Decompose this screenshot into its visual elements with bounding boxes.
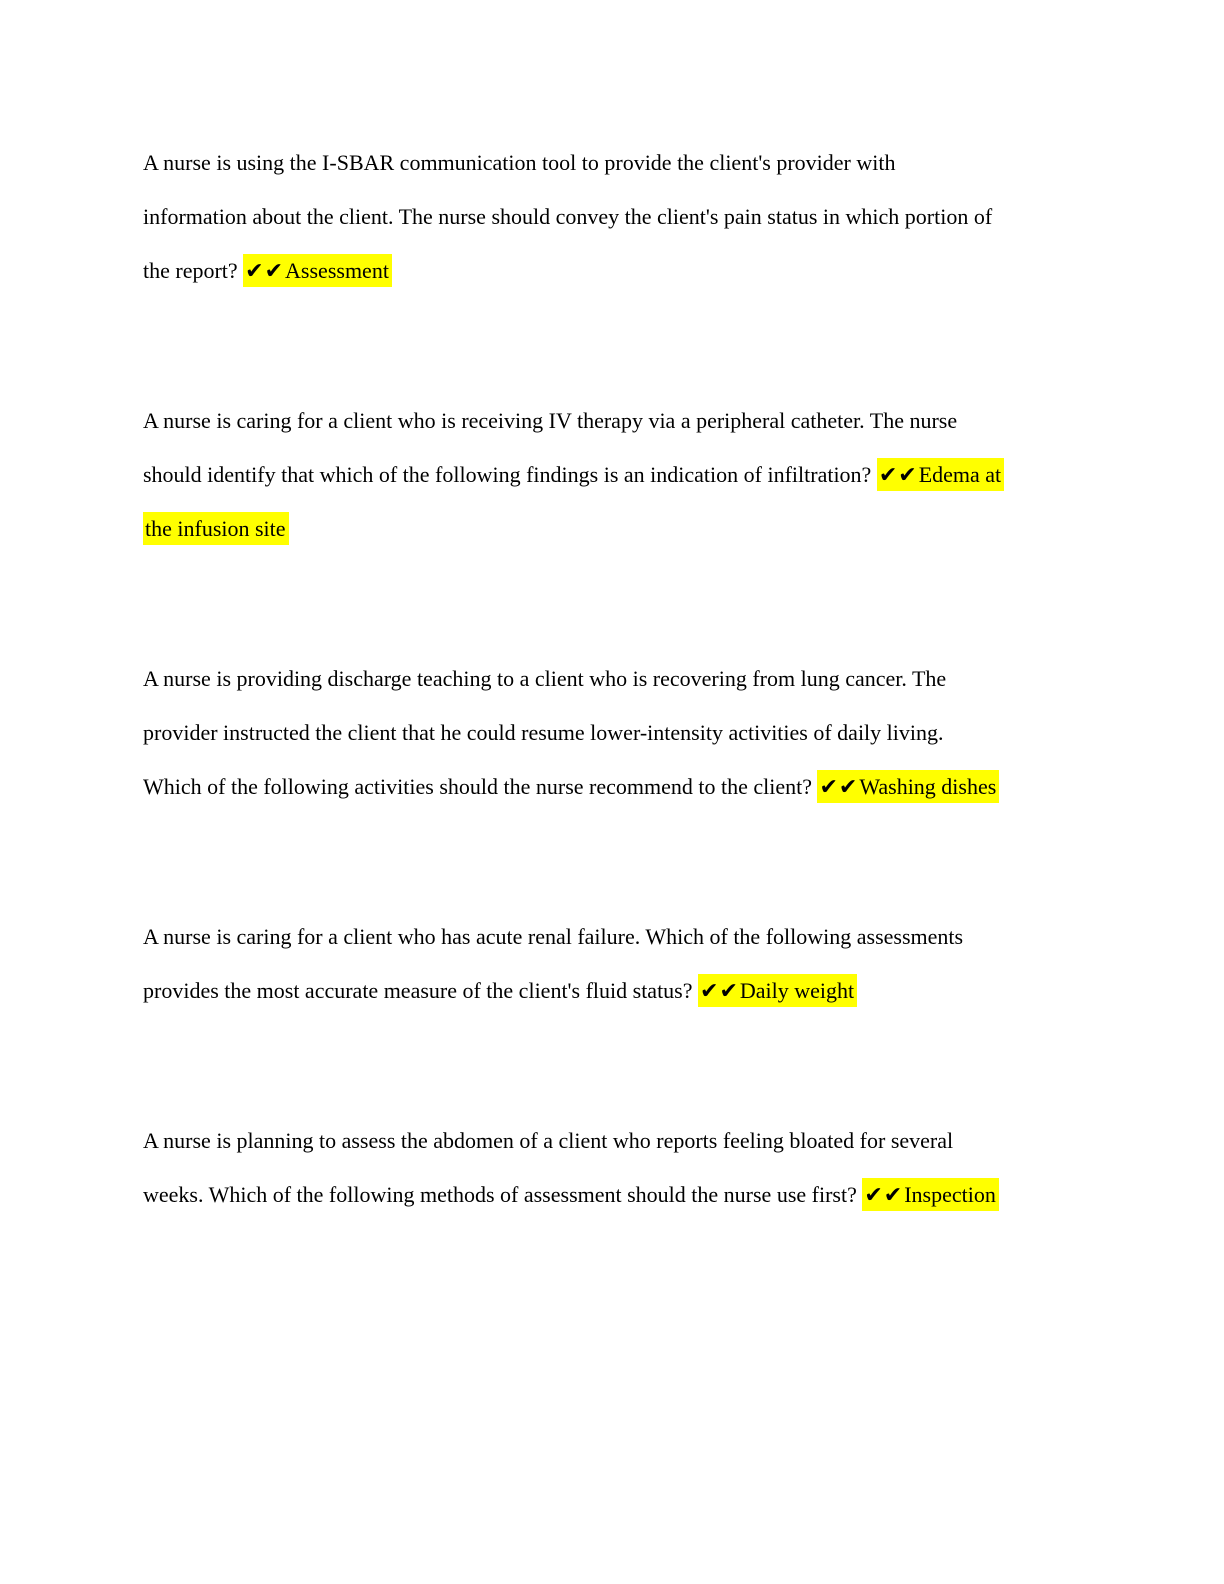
question-block-5: [143, 1114, 1083, 1222]
checkmark-icon: ✔✔: [700, 979, 739, 1004]
question-line: [143, 1168, 1083, 1222]
answer-text: Assessment: [285, 258, 389, 283]
highlighted-answer: [143, 512, 289, 545]
question-line: [143, 394, 1083, 448]
checkmark-icon: ✔✔: [864, 1183, 904, 1208]
answer-text: Edema at: [918, 462, 1002, 487]
question-text: weeks. Which of the following methods of assessment should the nurse use first?: [143, 1182, 863, 1207]
question-line: [143, 448, 1083, 502]
question-text: should identify that which of the following findings is an indication of infiltration?: [143, 462, 877, 487]
answer-text: Inspection: [904, 1182, 996, 1207]
question-block-1: [143, 136, 1083, 298]
question-line: [143, 136, 1083, 190]
highlighted-answer: [698, 974, 857, 1007]
question-block-4: [143, 910, 1083, 1018]
question-line: [143, 190, 1083, 244]
question-text: A nurse is caring for a client who has acute renal failure. Which of the following assessments: [143, 924, 964, 949]
answer-text: Daily weight: [739, 978, 855, 1003]
answer-text: Washing dishes: [859, 774, 997, 799]
question-line: [143, 502, 1083, 556]
question-text: A nurse is using the I-SBAR communication tool to provide the client's provider with: [143, 150, 896, 175]
question-block-2: [143, 394, 1083, 556]
question-line: [143, 244, 1083, 298]
question-text: A nurse is providing discharge teaching to a client who is recovering from lung cancer. The: [143, 666, 947, 691]
question-line: [143, 964, 1083, 1018]
question-line: [143, 910, 1083, 964]
question-block-3: [143, 652, 1083, 814]
question-text: provider instructed the client that he could resume lower-intensity activities of daily living.: [143, 720, 944, 745]
checkmark-icon: ✔✔: [245, 259, 285, 284]
document-body: [143, 136, 1083, 1318]
highlighted-answer: [877, 458, 1004, 491]
question-line: [143, 706, 1083, 760]
highlighted-answer: [243, 254, 392, 287]
question-text: A nurse is caring for a client who is receiving IV therapy via a peripheral catheter. The nurse: [143, 408, 958, 433]
checkmark-icon: ✔✔: [819, 775, 859, 800]
question-text: information about the client. The nurse should convey the client's pain status in which portion of: [143, 204, 993, 229]
highlighted-answer: [862, 1178, 999, 1211]
question-text: provides the most accurate measure of the client's fluid status?: [143, 978, 699, 1003]
question-line: [143, 1114, 1083, 1168]
question-line: [143, 760, 1083, 814]
highlighted-answer: [817, 770, 999, 803]
question-text: the report?: [143, 258, 244, 283]
answer-text: the infusion site: [145, 516, 286, 541]
question-line: [143, 652, 1083, 706]
question-text: Which of the following activities should the nurse recommend to the client?: [143, 774, 818, 799]
question-text: A nurse is planning to assess the abdomen of a client who reports feeling bloated for several: [143, 1128, 954, 1153]
checkmark-icon: ✔✔: [878, 463, 918, 488]
